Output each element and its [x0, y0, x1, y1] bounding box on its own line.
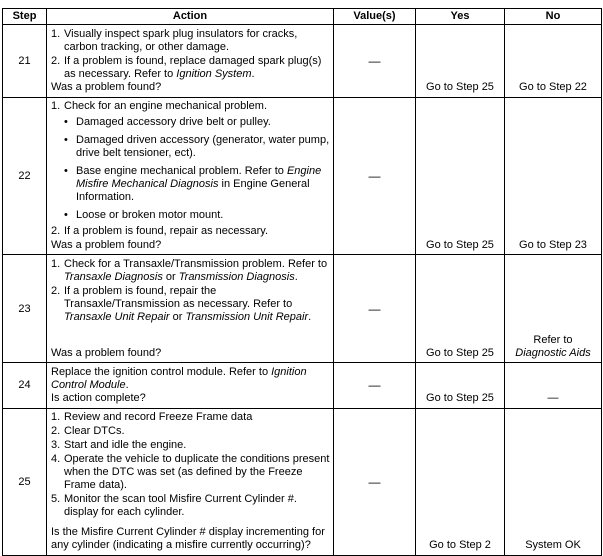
action-bullet-item: [64, 116, 330, 129]
text-segment: .: [125, 378, 129, 391]
action-numbered-item: [51, 258, 330, 284]
action-text: [51, 239, 161, 251]
action-text: [51, 81, 161, 93]
col-header-no: No: [505, 9, 602, 25]
text-segment: Go to Step 25: [426, 392, 494, 404]
value-cell: [334, 408, 416, 555]
action-text: [51, 526, 325, 551]
action-text: [64, 28, 330, 54]
action-text-line: [51, 366, 330, 392]
bullet-icon: •: [64, 209, 68, 221]
text-segment: Loose or broken motor mount.: [76, 209, 224, 221]
bullet-icon: •: [64, 134, 68, 146]
text-segment: Go to Step 25: [426, 238, 494, 251]
action-numbered-item: [51, 453, 330, 492]
text-segment: Go to Step 25: [426, 81, 494, 93]
text-segment: —: [368, 378, 381, 393]
text-segment: Go to Step 22: [519, 81, 587, 93]
table-header: [3, 9, 602, 25]
item-number: 1.: [51, 257, 61, 270]
text-segment: Review and record Freeze Frame data: [64, 411, 253, 423]
action-numbered-item: [51, 439, 330, 452]
text-segment: Go to Step 2: [429, 539, 491, 551]
action-numbered-item: [51, 285, 330, 324]
no-cell: [505, 97, 602, 255]
action-text: [76, 116, 271, 129]
action-content: [51, 365, 330, 406]
text-segment: Go to Step 23: [519, 238, 587, 251]
step-cell: 24: [3, 363, 47, 409]
text-segment: Refer to: [533, 334, 573, 346]
action-numbered-item: [51, 493, 330, 519]
action-content: [51, 257, 330, 360]
action-text: [64, 55, 330, 81]
item-number: 5.: [51, 493, 61, 505]
action-text-line: [51, 392, 330, 405]
action-numbered-item: [51, 28, 330, 54]
action-cell: [47, 363, 334, 409]
action-text: [51, 366, 307, 391]
text-segment: Monitor the scan tool Misfire Current Cylinder #. display for each cylinder.: [64, 493, 297, 518]
text-segment: —: [547, 392, 559, 404]
text-segment: System OK: [525, 539, 581, 551]
action-numbered-item: [51, 225, 330, 238]
table-row: [3, 97, 602, 255]
text-segment: —: [368, 168, 381, 183]
action-text: [64, 493, 330, 519]
no-cell: [505, 255, 602, 363]
action-text-line: [51, 81, 330, 94]
action-cell: [47, 97, 334, 255]
text-segment: Base engine mechanical problem. Refer to: [76, 165, 287, 177]
text-segment: Diagnostic Aids: [515, 346, 591, 359]
text-segment: Damaged accessory drive belt or pulley.: [76, 116, 271, 128]
step-cell: 22: [3, 97, 47, 255]
text-segment: If a problem is found, repair the Transaxle/Transmission as necessary. Refer to: [64, 284, 293, 310]
yes-cell: [416, 255, 505, 363]
col-header-values: Value(s): [334, 9, 416, 25]
text-segment: .: [308, 310, 312, 323]
action-text: [76, 165, 330, 204]
action-text: [64, 285, 330, 324]
action-text: [64, 439, 186, 452]
action-text-line: [51, 347, 330, 360]
action-bullet-item: [64, 134, 330, 160]
action-text: [76, 209, 223, 222]
text-segment: Was a problem found?: [51, 346, 162, 359]
value-cell: [334, 363, 416, 409]
col-header-step: Step: [3, 9, 47, 25]
step-cell: 23: [3, 255, 47, 363]
item-number: 1.: [51, 27, 61, 40]
yes-cell: [416, 408, 505, 555]
no-cell: [505, 25, 602, 98]
no-cell: [505, 408, 602, 555]
action-text-line: [51, 239, 330, 252]
action-content: [51, 27, 330, 95]
text-segment: Is the Misfire Current Cylinder # display incrementing for any cylinder (indicating a misfire currently occurring)?: [51, 526, 325, 551]
item-number: 2.: [51, 284, 61, 297]
yes-cell: [416, 97, 505, 255]
item-number: 2.: [51, 225, 61, 237]
text-segment: Was a problem found?: [51, 238, 162, 251]
text-segment: .: [294, 270, 298, 283]
table-body: [3, 25, 602, 556]
text-segment: Damaged driven accessory (generator, water pump, drive belt tensioner, ect).: [76, 134, 330, 159]
bullet-icon: •: [64, 165, 68, 177]
item-number: 2.: [51, 425, 61, 437]
text-segment: in Engine General Information.: [76, 178, 310, 203]
action-text-line: [51, 526, 330, 552]
text-segment: Check for a Transaxle/Transmission problem. Refer to: [64, 257, 328, 270]
action-cell: [47, 25, 334, 98]
value-cell: [334, 255, 416, 363]
no-cell: [505, 363, 602, 409]
value-cell: [334, 97, 416, 255]
action-text: [51, 392, 146, 404]
yes-cell: [416, 363, 505, 409]
action-bullet-item: [64, 209, 330, 222]
text-segment: Start and idle the engine.: [64, 439, 187, 451]
text-segment: .: [251, 67, 255, 80]
action-cell: [47, 255, 334, 363]
action-content: [51, 100, 330, 253]
text-segment: Transmission Unit Repair: [185, 310, 309, 323]
text-segment: Transmission Diagnosis: [178, 270, 295, 283]
text-segment: Transaxle Diagnosis: [64, 270, 163, 283]
text-segment: Ignition System: [176, 67, 252, 80]
action-content: [51, 411, 330, 553]
step-cell: 25: [3, 408, 47, 555]
item-number: 2.: [51, 54, 61, 67]
text-segment: If a problem is found, repair as necessary.: [64, 225, 269, 237]
table-row: [3, 408, 602, 555]
action-cell: [47, 408, 334, 555]
value-cell: [334, 25, 416, 98]
step-cell: 21: [3, 25, 47, 98]
action-text: [64, 100, 267, 113]
item-number: 1.: [51, 100, 61, 112]
text-segment: Transaxle Unit Repair: [64, 310, 170, 323]
item-number: 1.: [51, 411, 61, 423]
text-segment: Operate the vehicle to duplicate the conditions present when the DTC was set (as defined by the Freeze Frame data).: [64, 453, 330, 491]
action-text: [64, 411, 252, 424]
text-segment: —: [368, 474, 381, 489]
text-segment: Go to Step 25: [426, 346, 494, 359]
table-row: [3, 363, 602, 409]
text-segment: —: [368, 53, 381, 68]
text-segment: Ignition Control Module: [51, 365, 307, 391]
action-numbered-item: [51, 55, 330, 81]
text-segment: If a problem is found, replace damaged spark plug(s) as necessary. Refer to: [64, 54, 322, 80]
action-numbered-item: [51, 425, 330, 438]
text-segment: Check for an engine mechanical problem.: [64, 100, 268, 112]
bullet-icon: •: [64, 116, 68, 128]
action-text: [64, 225, 268, 238]
diagnostic-table: [2, 8, 602, 556]
text-segment: or: [162, 270, 179, 283]
text-segment: or: [169, 310, 186, 323]
text-segment: Engine Misfire Mechanical Diagnosis: [76, 165, 322, 190]
text-segment: Was a problem found?: [51, 81, 162, 93]
col-header-action: Action: [47, 9, 334, 25]
header-row: [3, 9, 602, 25]
action-text: [64, 453, 330, 492]
action-bullet-item: [64, 165, 330, 204]
action-text: [64, 425, 125, 438]
action-numbered-item: [51, 100, 330, 113]
action-numbered-item: [51, 411, 330, 424]
item-number: 4.: [51, 453, 61, 465]
action-text: [51, 347, 161, 359]
col-header-yes: Yes: [416, 9, 505, 25]
text-segment: Visually inspect spark plug insulators for cracks, carbon tracking, or other damage.: [64, 27, 298, 53]
action-text: [64, 258, 330, 284]
table-row: [3, 25, 602, 98]
item-number: 3.: [51, 439, 61, 451]
action-text: [76, 134, 330, 160]
text-segment: Is action complete?: [51, 392, 146, 404]
text-segment: Replace the ignition control module. Refer to: [51, 365, 272, 378]
table-row: [3, 255, 602, 363]
text-segment: —: [368, 301, 381, 316]
text-segment: Clear DTCs.: [64, 425, 125, 437]
yes-cell: [416, 25, 505, 98]
